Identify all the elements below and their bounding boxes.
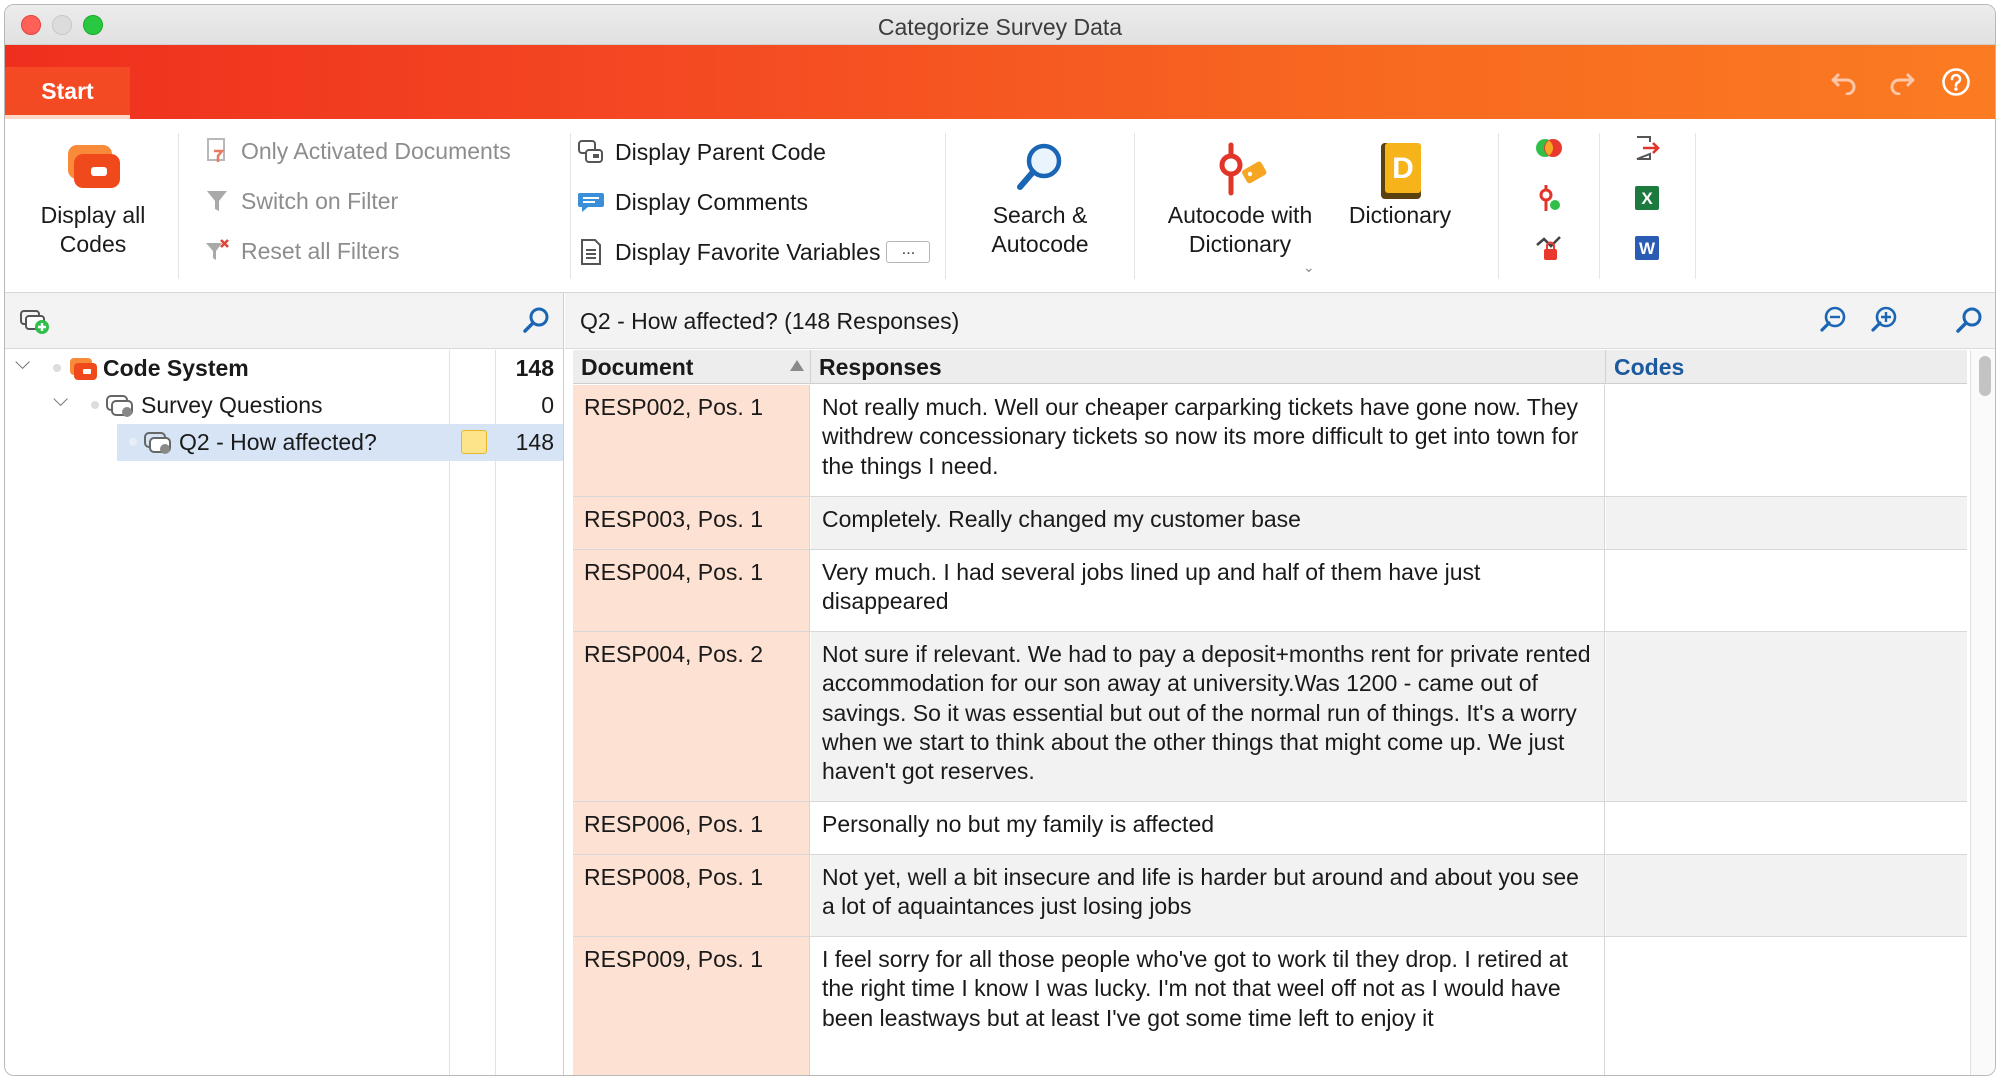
table-header [573, 350, 1967, 384]
display-all-codes-button[interactable]: Display all Codes [23, 141, 163, 259]
help-icon[interactable] [1939, 65, 1973, 99]
bullet-icon [53, 364, 61, 372]
code-coverage-icon[interactable] [1532, 131, 1566, 165]
table-row[interactable]: RESP003, Pos. 1 Completely. Really changed my customer base [573, 497, 1967, 550]
document-list-icon [577, 238, 605, 266]
responses-title: Q2 - How affected? (148 Responses) [580, 308, 960, 334]
chevron-down-icon[interactable]: ⌵ [15, 352, 31, 374]
dictionary-button[interactable]: D Dictionary [1335, 141, 1465, 230]
display-comments-toggle[interactable]: Display Comments [577, 185, 808, 219]
redo-icon[interactable] [1885, 65, 1919, 99]
code-system-icon [23, 141, 163, 201]
ribbon-toolbar [5, 119, 1995, 293]
tab-start[interactable]: Start [5, 67, 130, 119]
ribbon-separator [1599, 133, 1600, 279]
title-bar [5, 5, 1995, 45]
excel-export-icon[interactable] [1630, 181, 1664, 215]
activated-documents-icon [203, 137, 231, 165]
search-autocode-button[interactable]: Search & Autocode [960, 141, 1120, 259]
word-export-icon[interactable] [1630, 231, 1664, 265]
responses-pane [565, 293, 1996, 1076]
code-group-icon [105, 393, 137, 425]
comment-icon [577, 188, 605, 216]
table-row[interactable]: RESP008, Pos. 1 Not yet, well a bit insecure and life is harder but around and about you see a lot of aquaintances just losing jobs [573, 855, 1967, 937]
display-favorite-variables-toggle[interactable]: Display Favorite Variables ... [577, 235, 930, 269]
ribbon-header [5, 45, 1995, 119]
table-row[interactable]: RESP009, Pos. 1 I feel sorry for all those people who've got to work til they drop. I retired at the right time I know I was lucky. I'm not that weel off not as I would have been leastways but at least I've got some time left to enjoy it [573, 937, 1967, 1076]
svg-text:W: W [1638, 239, 1656, 258]
ribbon-separator [570, 133, 571, 279]
responses-toolbar [565, 293, 1996, 349]
filter-icon [203, 187, 231, 215]
chevron-down-icon[interactable]: ⌵ [53, 389, 69, 411]
svg-text:X: X [1641, 189, 1653, 208]
sort-ascending-icon [790, 360, 804, 371]
ribbon-separator [1498, 133, 1499, 279]
table-row[interactable]: RESP006, Pos. 1 Personally no but my family is affected [573, 802, 1967, 855]
dictionary-icon [1335, 141, 1465, 201]
new-code-icon[interactable] [19, 307, 51, 340]
code-system-icon [67, 356, 99, 388]
ribbon-separator [1134, 133, 1135, 279]
reset-all-filters-button[interactable]: Reset all Filters [203, 234, 399, 268]
tree-row-q2-how-affected[interactable]: Q2 - How affected? 148 [5, 424, 564, 461]
reset-filter-icon [203, 237, 231, 265]
column-header-document[interactable]: Document [573, 350, 811, 384]
autocode-dictionary-icon [1150, 141, 1330, 201]
app-window [4, 4, 1996, 1076]
export-icon[interactable] [1630, 131, 1664, 165]
search-icon [960, 141, 1120, 201]
search-icon[interactable] [1954, 305, 1984, 340]
zoom-out-icon[interactable] [1818, 305, 1848, 340]
smart-coding-icon[interactable] [1532, 231, 1566, 265]
display-parent-code-toggle[interactable]: Display Parent Code [577, 135, 826, 169]
search-icon[interactable] [521, 305, 551, 340]
code-system-toolbar [5, 293, 563, 349]
ribbon-separator [1695, 133, 1696, 279]
chevron-down-icon[interactable]: ⌄ [1303, 259, 1315, 275]
favorite-variables-more-button[interactable]: ... [886, 241, 930, 263]
tree-row-survey-questions[interactable]: ⌵ Survey Questions 0 [5, 387, 564, 424]
tree-row-code-system[interactable]: ⌵ Code System 148 [5, 350, 564, 387]
undo-icon[interactable] [1827, 65, 1861, 99]
window-title: Categorize Survey Data [877, 14, 1123, 40]
memo-icon[interactable] [461, 430, 487, 454]
table-row[interactable]: RESP002, Pos. 1 Not really much. Well our cheaper carparking tickets have gone now. They withdrew concessionary tickets so now its more difficult to get into town for the things I need. [573, 385, 1967, 497]
bullet-icon [91, 401, 99, 409]
autocode-with-dictionary-button[interactable]: Autocode with Dictionary ⌄ [1150, 141, 1330, 259]
table-row[interactable]: RESP004, Pos. 2 Not sure if relevant. We had to pay a deposit+months rent for private rented accommodation for our son away at university.Was 1200 - came out of savings. So it was essential but out of the normal run of things. It's a worry when we start to think about the other things that might come up. We just haven't got reserves. [573, 632, 1967, 802]
only-activated-documents-button[interactable]: Only Activated Documents [203, 134, 511, 168]
ribbon-separator [945, 133, 946, 279]
table-body [573, 385, 1967, 1076]
code-system-pane [5, 293, 564, 1076]
column-header-codes[interactable]: Codes [1614, 353, 1685, 380]
parent-code-icon [577, 138, 605, 166]
code-icon [143, 430, 175, 462]
column-header-responses[interactable]: Responses [811, 350, 1606, 384]
svg-text:D: D [1392, 152, 1414, 185]
vertical-scrollbar[interactable] [1970, 350, 1996, 1076]
code-relations-icon[interactable] [1532, 181, 1566, 215]
bullet-icon [129, 438, 137, 446]
table-row[interactable]: RESP004, Pos. 1 Very much. I had several jobs lined up and half of them have just disappeared [573, 550, 1967, 632]
zoom-in-icon[interactable] [1869, 305, 1899, 340]
switch-on-filter-button[interactable]: Switch on Filter [203, 184, 398, 218]
scrollbar-thumb[interactable] [1979, 356, 1991, 396]
ribbon-separator [178, 133, 179, 279]
